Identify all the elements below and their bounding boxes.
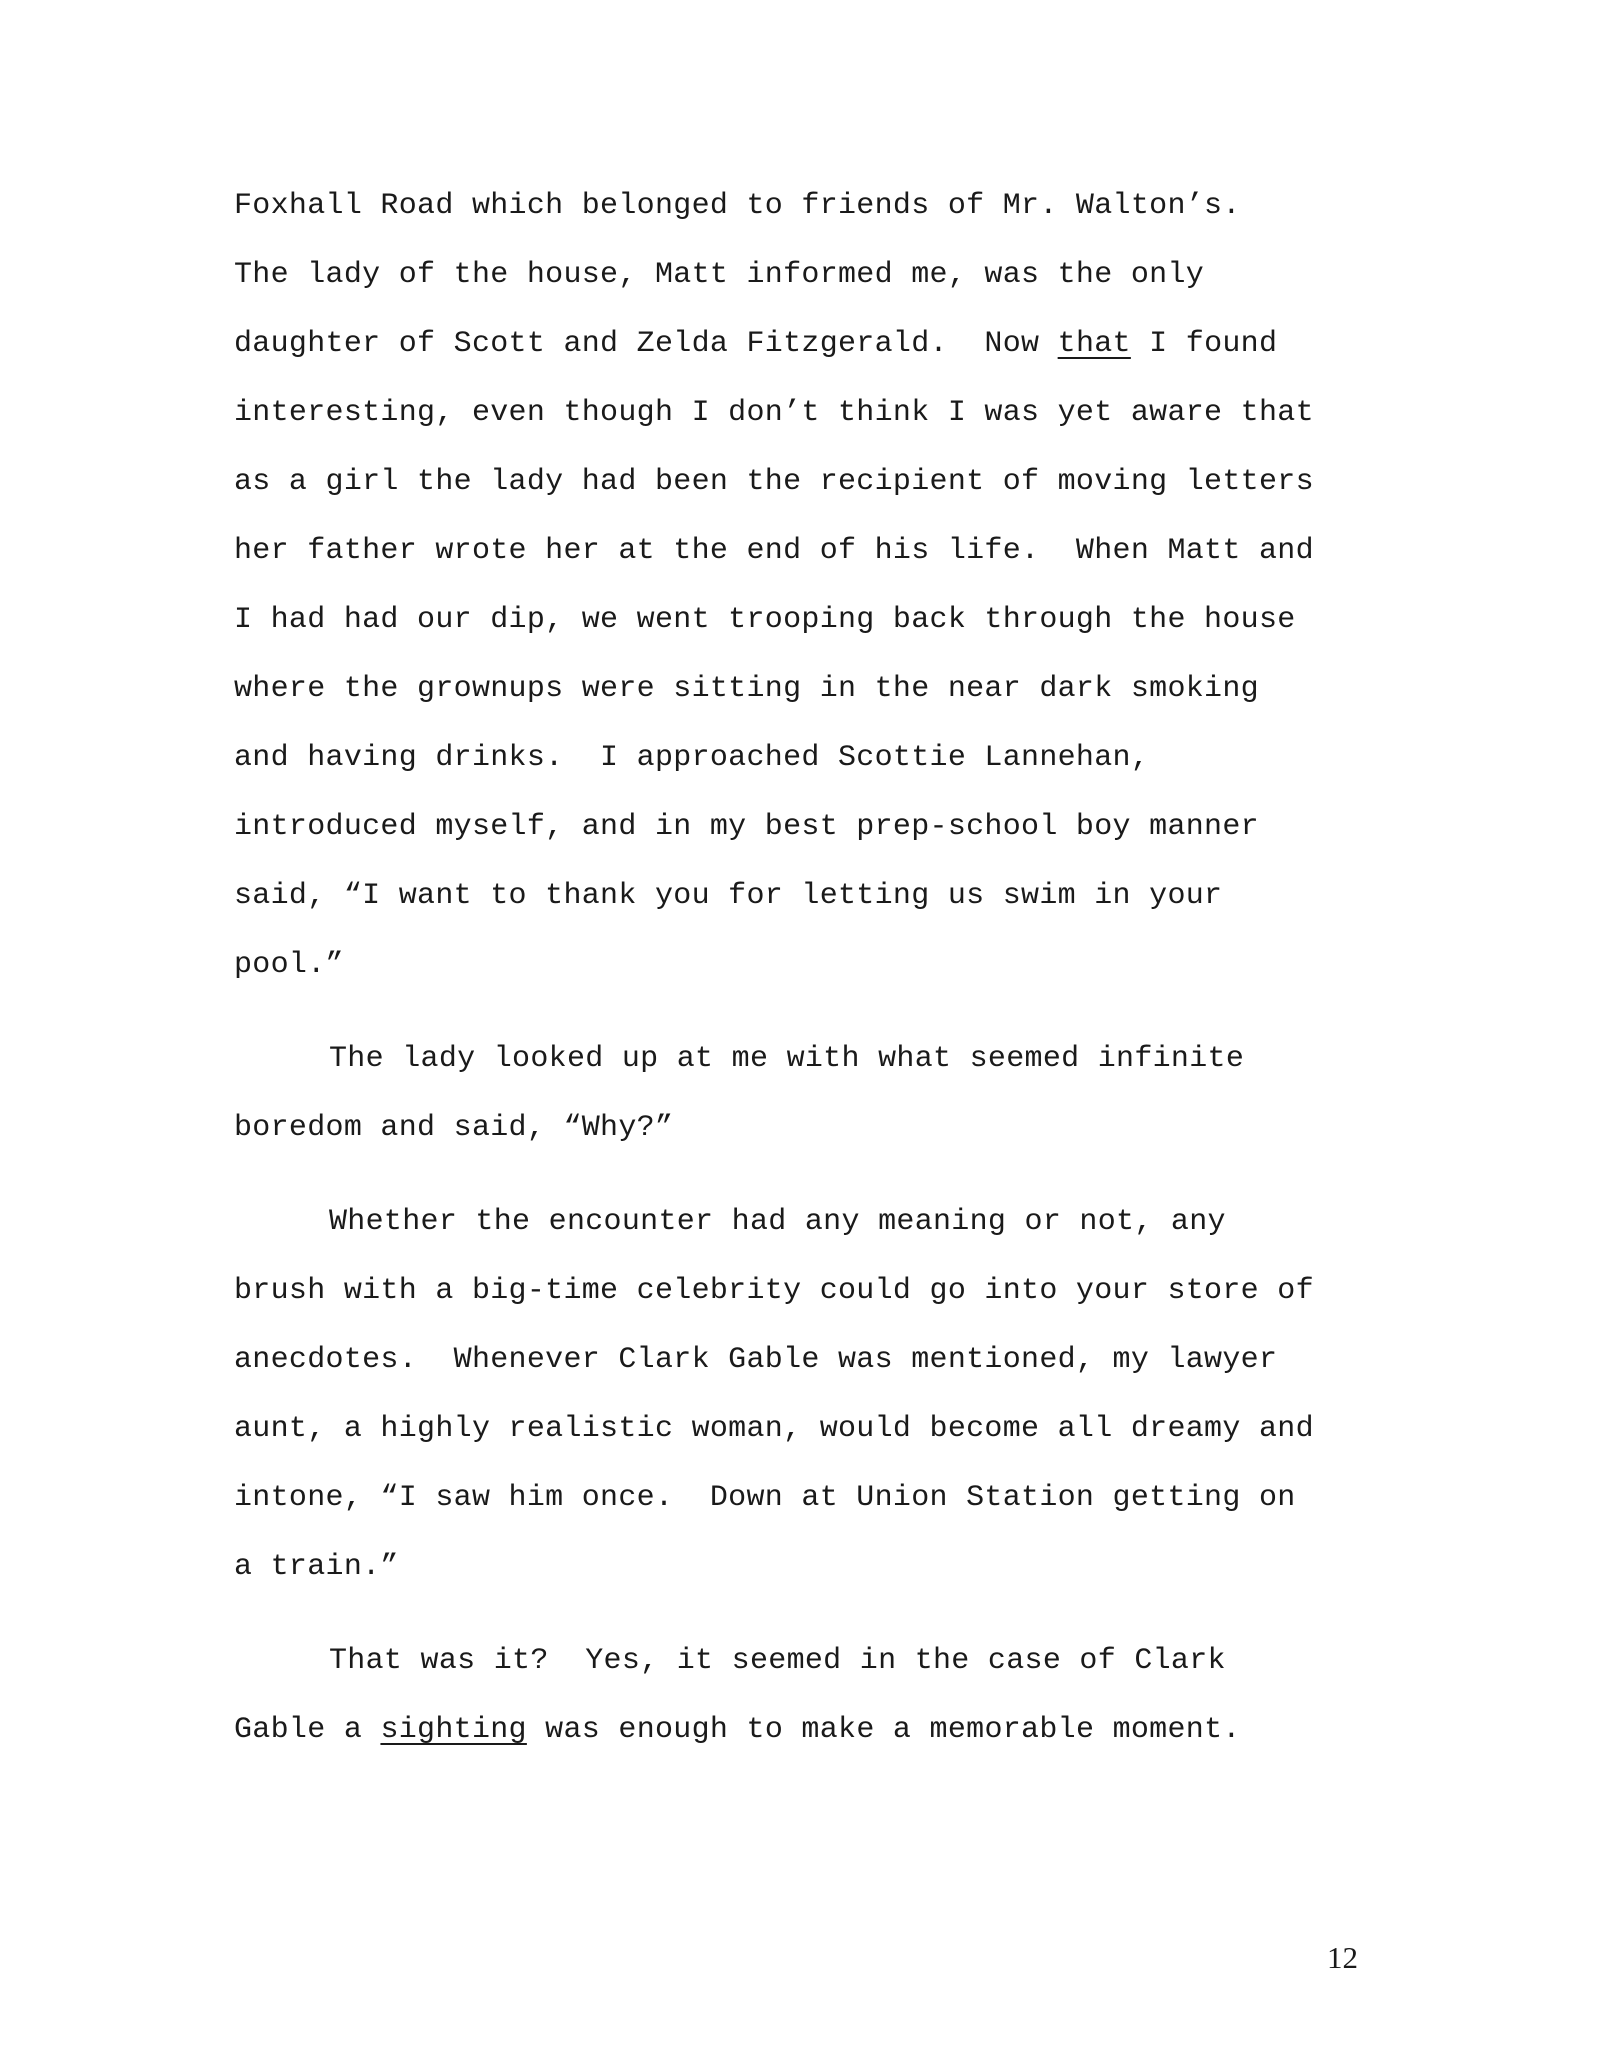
text-line: Foxhall Road which belonged to friends of Mr. Walton’s. (234, 189, 1241, 223)
text-line: interesting, even though I don’t think I was yet aware that (234, 396, 1314, 430)
text-line: I had had our dip, we went trooping back through the house (234, 603, 1296, 637)
text-line: boredom and said, “Why?” (234, 1111, 674, 1145)
text-line: brush with a big-time celebrity could go into your store of (234, 1274, 1314, 1308)
text-segment: Gable a (234, 1713, 381, 1747)
text-line: said, “I want to thank you for letting us swim in your (234, 879, 1223, 913)
paragraph-first-line: The lady looked up at me with what seemed infinite (329, 1042, 1245, 1076)
text-line (234, 326, 1277, 362)
text-line: where the grownups were sitting in the near dark smoking (234, 672, 1259, 706)
text-line: pool.” (234, 948, 344, 982)
text-line: aunt, a highly realistic woman, would become all dreamy and (234, 1412, 1314, 1446)
text-line: as a girl the lady had been the recipient of moving letters (234, 465, 1314, 499)
text-segment: I found (1130, 327, 1278, 361)
text-line: anecdotes. Whenever Clark Gable was mentioned, my lawyer (234, 1343, 1278, 1377)
text-segment: was enough to make a memorable moment. (526, 1713, 1241, 1747)
paragraph-first-line: That was it? Yes, it seemed in the case of Clark (329, 1644, 1226, 1678)
text-line: intone, “I saw him once. Down at Union Station getting on (234, 1481, 1296, 1515)
text-line: The lady of the house, Matt informed me, was the only (234, 258, 1205, 292)
text-line: and having drinks. I approached Scottie Lannehan, (234, 741, 1150, 775)
text-line: introduced myself, and in my best prep-school boy manner (234, 810, 1259, 844)
underlined-word: that (1057, 327, 1131, 361)
text-line (234, 1712, 1241, 1748)
text-segment: daughter of Scott and Zelda Fitzgerald. Now (234, 327, 1058, 361)
underlined-word: sighting (380, 1713, 527, 1747)
text-line: her father wrote her at the end of his life. When Matt and (234, 534, 1314, 568)
text-line: a train.” (234, 1550, 399, 1584)
page-number: 12 (1327, 1940, 1358, 1975)
paragraph-first-line: Whether the encounter had any meaning or not, any (329, 1205, 1226, 1239)
